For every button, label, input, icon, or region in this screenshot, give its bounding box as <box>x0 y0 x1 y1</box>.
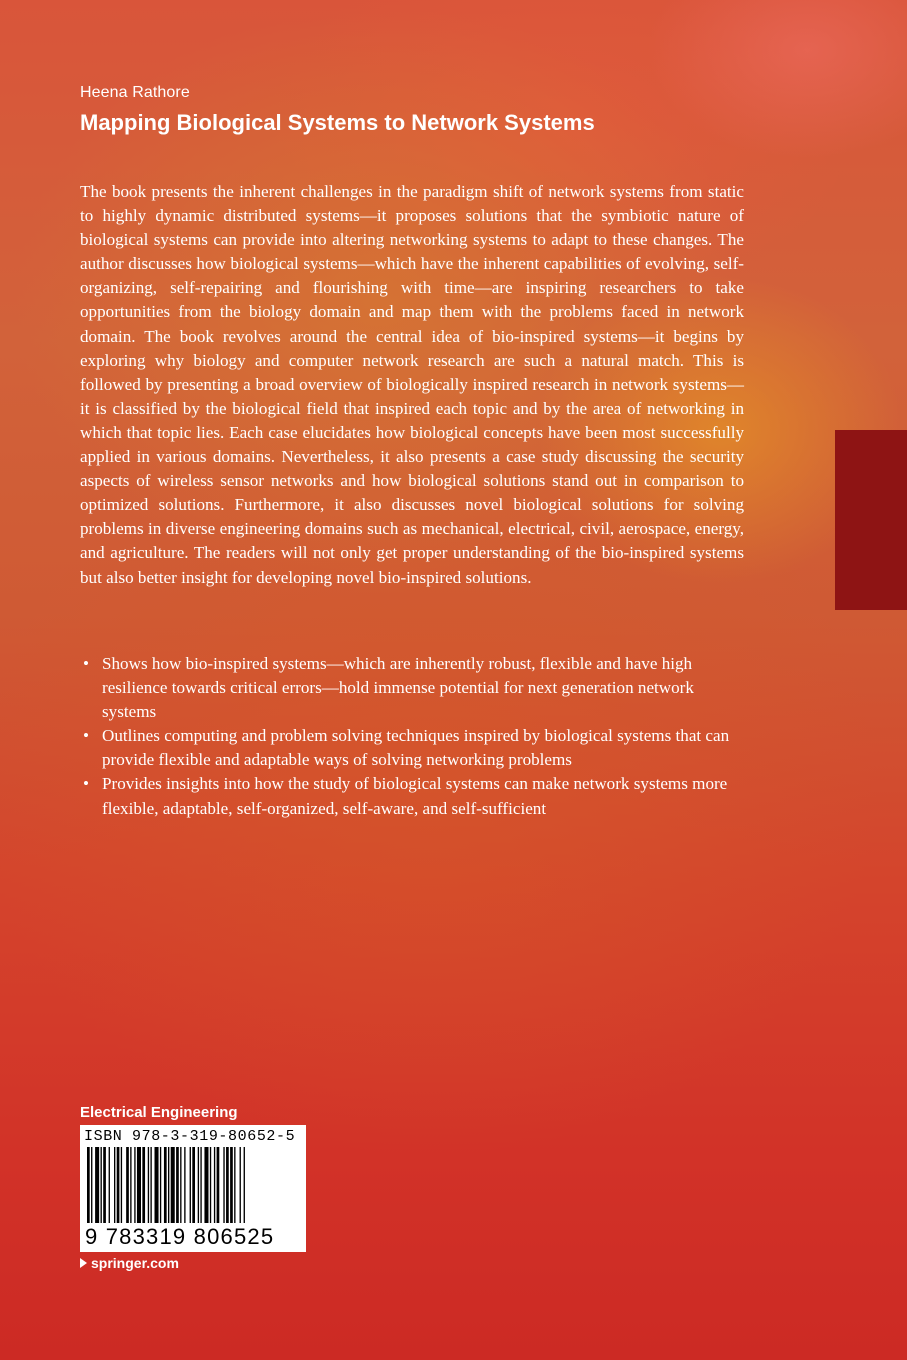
barcode-bar <box>200 1147 201 1223</box>
barcode-number: 9 783319 806525 <box>85 1224 275 1249</box>
barcode-bar <box>168 1147 169 1223</box>
barcode-bar <box>226 1147 229 1223</box>
subject-category: Electrical Engineering <box>80 1104 238 1121</box>
barcode-bar <box>114 1147 115 1223</box>
barcode-bar <box>87 1147 90 1223</box>
bullet-icon: • <box>83 654 89 673</box>
feature-list <box>80 652 746 821</box>
barcode-bar <box>223 1147 224 1223</box>
barcode-bar <box>130 1147 131 1223</box>
barcode-bar <box>121 1147 122 1223</box>
bullet-icon: • <box>83 726 89 746</box>
list-item <box>80 652 746 724</box>
isbn-label: ISBN 978-3-319-80652-5 <box>84 1128 296 1145</box>
barcode-bar <box>160 1147 161 1223</box>
bullet-icon: • <box>83 774 89 794</box>
barcode-bar <box>190 1147 191 1223</box>
barcode-bars <box>84 1147 302 1225</box>
arrow-right-icon <box>80 1258 87 1268</box>
publisher-link[interactable] <box>80 1255 179 1271</box>
barcode-bar <box>109 1147 110 1223</box>
spine-color-tab <box>835 430 907 610</box>
barcode-bar <box>204 1147 208 1223</box>
background-glow <box>647 0 907 160</box>
publisher-url: springer.com <box>91 1255 179 1271</box>
barcode-bar <box>137 1147 141 1223</box>
barcode-bar <box>217 1147 220 1223</box>
list-item <box>80 724 746 772</box>
isbn-barcode <box>80 1125 306 1252</box>
barcode-bar <box>184 1147 185 1223</box>
barcode-bar <box>103 1147 106 1223</box>
barcode-bar <box>244 1147 245 1223</box>
barcode-bar <box>171 1147 175 1223</box>
barcode-bar <box>95 1147 99 1223</box>
barcode-bar <box>148 1147 149 1223</box>
barcode-bar <box>240 1147 241 1223</box>
barcode-bar <box>210 1147 211 1223</box>
barcode-bar <box>176 1147 179 1223</box>
barcode-bar <box>198 1147 199 1223</box>
barcode-bar <box>91 1147 92 1223</box>
list-item-text: Provides insights into how the study of biological systems can make network systems more flexible, adaptable, self-organized, self-aware, and self-sufficient <box>102 774 728 818</box>
barcode-bar <box>214 1147 215 1223</box>
barcode-bar <box>180 1147 181 1223</box>
list-item-text: Shows how bio-inspired systems—which are inherently robust, flexible and have high resilience towards critical errors—hold immense potential for next generation network systems <box>102 654 694 722</box>
barcode-bar <box>101 1147 102 1223</box>
book-title: Mapping Biological Systems to Network Systems <box>80 110 595 135</box>
barcode-bar <box>142 1147 145 1223</box>
barcode-bar <box>126 1147 129 1223</box>
barcode-bar <box>164 1147 167 1223</box>
barcode-bar <box>192 1147 195 1223</box>
barcode-bar <box>234 1147 235 1223</box>
list-item <box>80 772 746 820</box>
barcode-bar <box>155 1147 159 1223</box>
barcode-bar <box>230 1147 233 1223</box>
barcode-bar <box>117 1147 120 1223</box>
barcode-bar <box>134 1147 135 1223</box>
book-description: The book presents the inherent challenges in the paradigm shift of network systems from static to highly dynamic distributed systems—it proposes solutions that the symbiotic nature of biological systems can provide into altering networking systems to adapt to these changes. The author discusses how biological systems—which have the inherent capabilities of evolving, self-organizing, self-repairing and flourishing with time—are inspiring researchers to take opportunities from the biology domain and map them with the problems faced in network domain. The book revolves around the central idea of bio-inspired systems—it begins by exploring why biology and computer network research are such a natural match. This is followed by presenting a broad overview of biologically inspired research in network systems—it is classified by the biological field that inspired each topic and by the area of networking in which that topic lies. Each case elucidates how biological concepts have been most successfully applied in various domains. Nevertheless, it also presents a case study discussing the security aspects of wireless sensor networks and how biological solutions stand out in comparison to optimized solutions. Furthermore, it also discusses novel biological solutions for solving problems in diverse engineering domains such as mechanical, electrical, civil, aerospace, energy, and agriculture. The readers will not only get proper understanding of the bio-inspired systems but also better insight for developing novel bio-inspired solutions. <box>80 182 744 587</box>
barcode-bar <box>150 1147 151 1223</box>
list-item-text: Outlines computing and problem solving techniques inspired by biological systems that can provide flexible and adaptable ways of solving networking problems <box>102 726 730 770</box>
author-name: Heena Rathore <box>80 84 190 101</box>
